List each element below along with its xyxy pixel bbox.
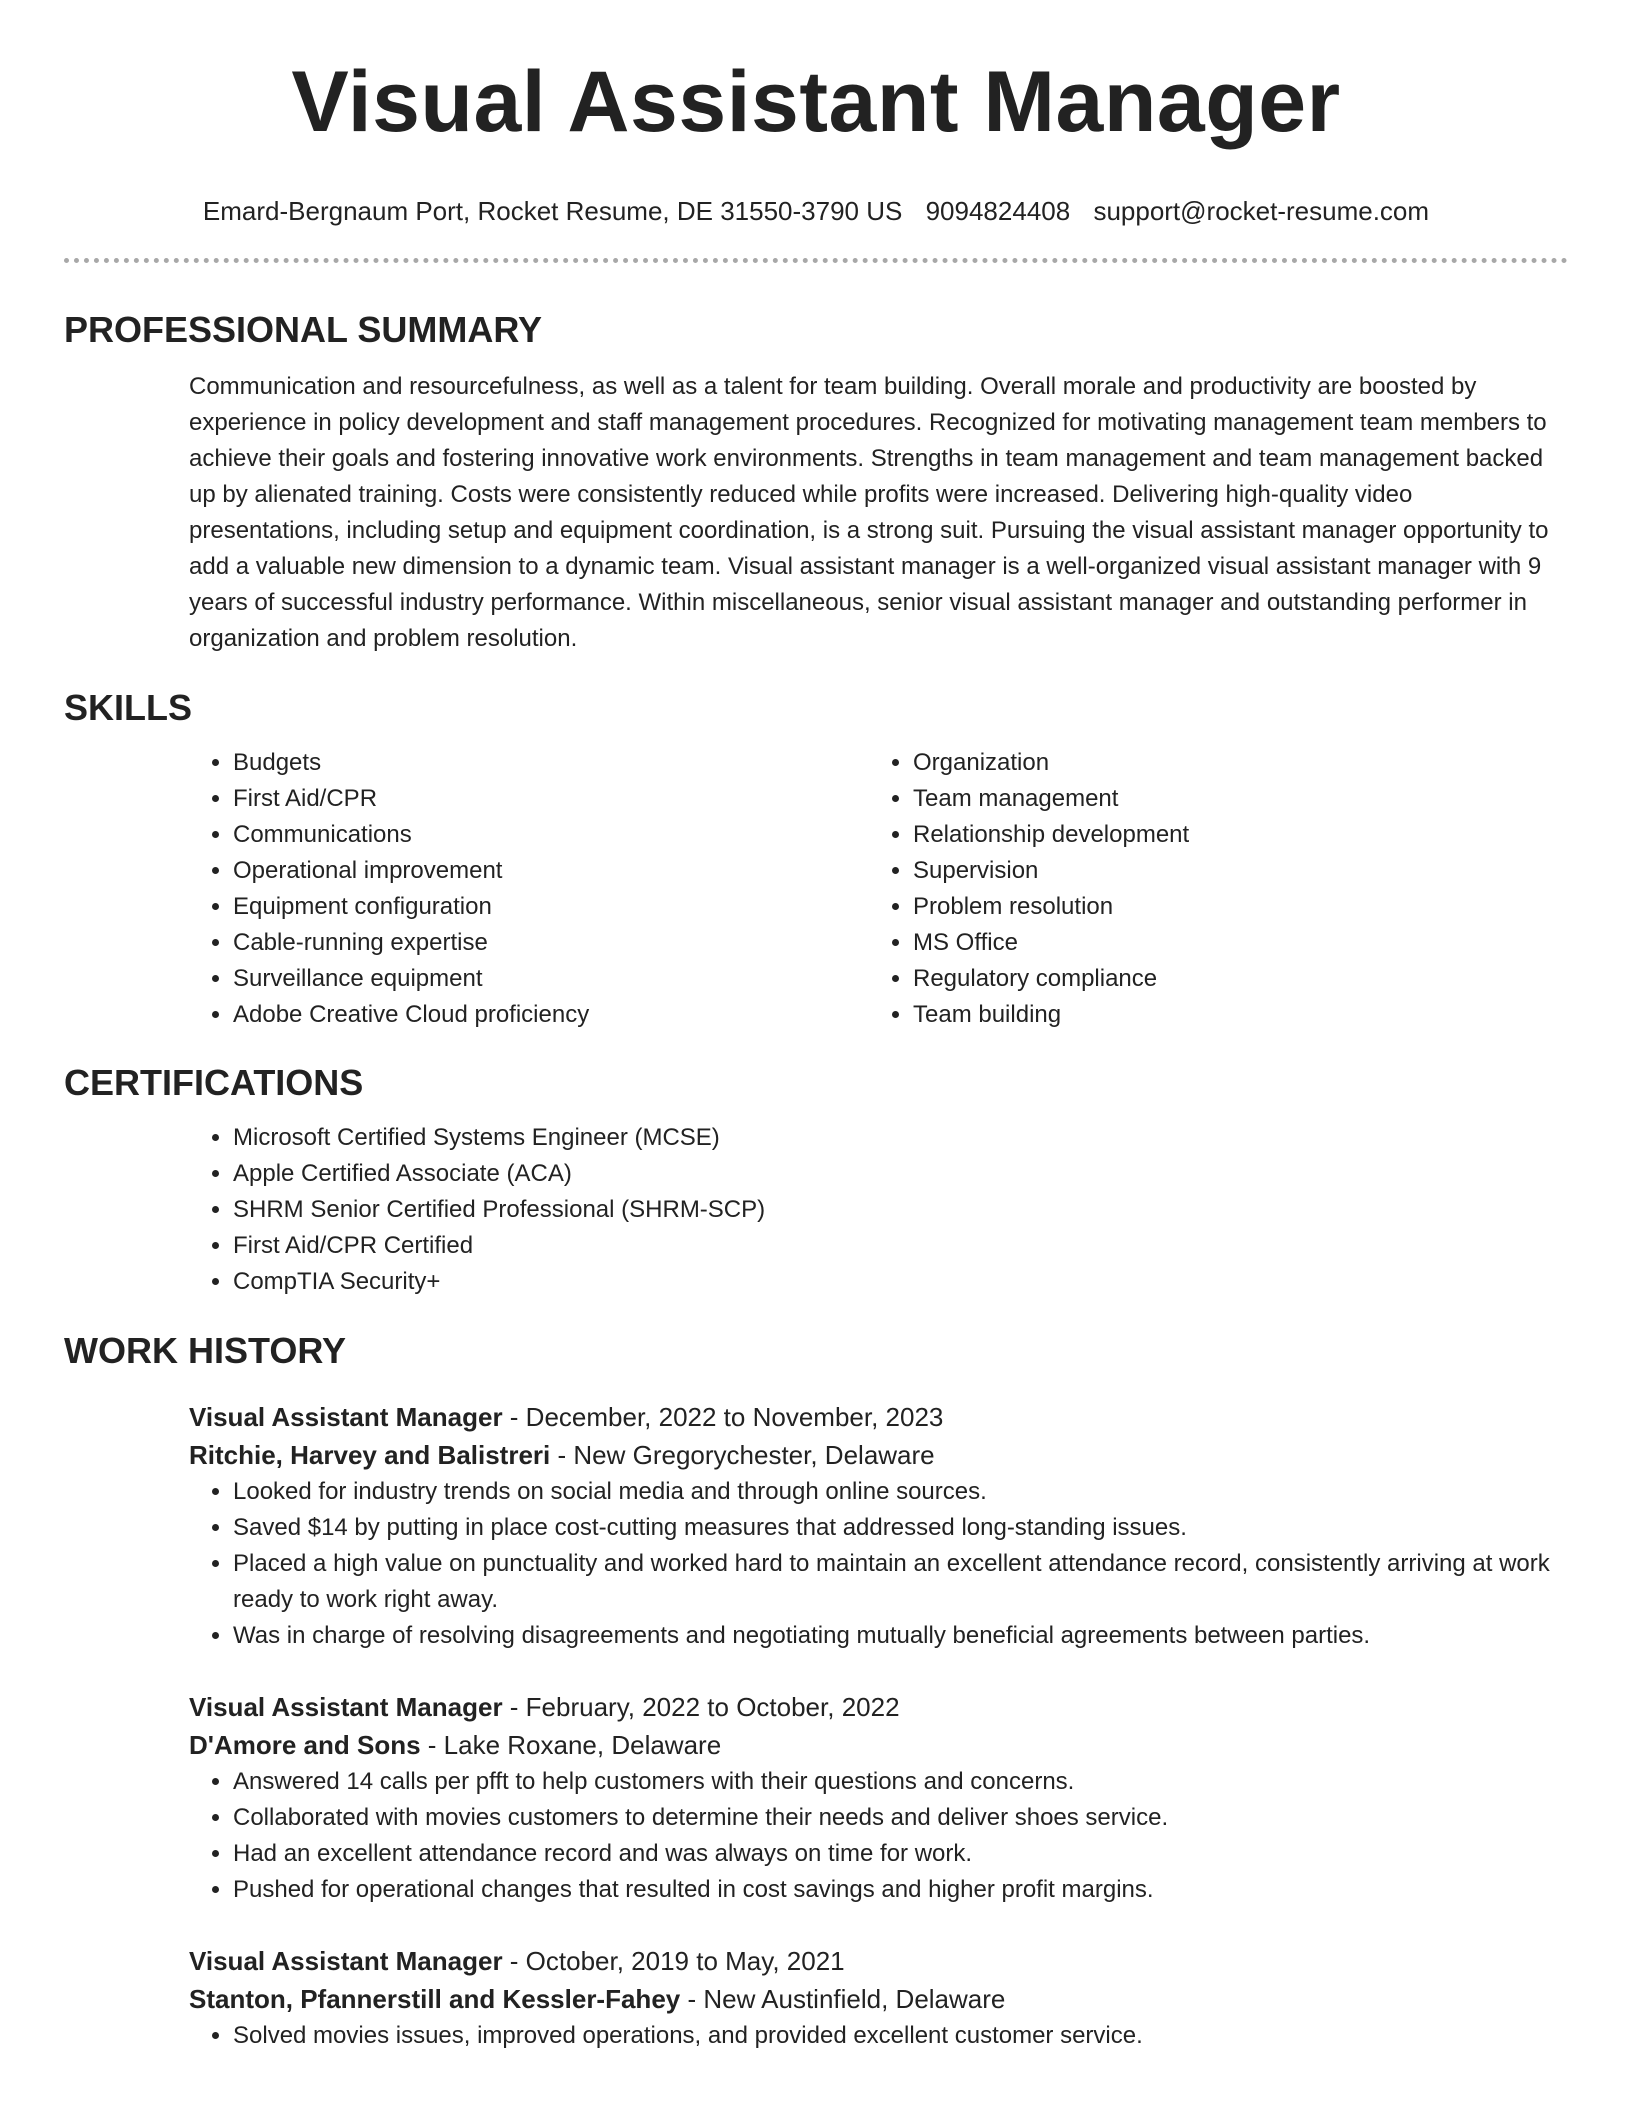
skill-item: • MS Office	[913, 925, 1549, 961]
job-location: - Lake Roxane, Delaware	[420, 1730, 722, 1760]
skills-list-right	[869, 745, 1549, 1033]
job-company: Stanton, Pfannerstill and Kessler-Fahey	[189, 1984, 681, 2014]
job-company: Ritchie, Harvey and Balistreri	[189, 1440, 551, 1470]
skill-item: • Operational improvement	[233, 853, 869, 889]
skill-item: • Relationship development	[913, 817, 1549, 853]
skill-item: • Team building	[913, 997, 1549, 1033]
skill-item: • Supervision	[913, 853, 1549, 889]
job-bullet: • Pushed for operational changes that resulted in cost savings and higher profit margins.	[233, 1872, 1568, 1908]
certifications-heading: CERTIFICATIONS	[64, 1062, 364, 1103]
job-bullets	[189, 1764, 1568, 1908]
job-bullets	[189, 2018, 1568, 2054]
header-divider	[64, 258, 1568, 263]
job-title: Visual Assistant Manager	[189, 1946, 503, 1976]
job-title: Visual Assistant Manager	[189, 1692, 503, 1722]
certification-item: • Microsoft Certified Systems Engineer (MCSE)	[233, 1120, 1568, 1156]
job-title-line	[189, 1398, 1568, 1436]
contact-phone: 9094824408	[925, 196, 1071, 226]
job-entry	[189, 1398, 1568, 1654]
certification-item: • CompTIA Security+	[233, 1264, 1568, 1300]
job-dates: - October, 2019 to May, 2021	[502, 1946, 845, 1976]
job-bullet: • Had an excellent attendance record and was always on time for work.	[233, 1836, 1568, 1872]
work-history-heading: WORK HISTORY	[64, 1330, 347, 1371]
job-dates: - December, 2022 to November, 2023	[502, 1402, 944, 1432]
skill-item: • Equipment configuration	[233, 889, 869, 925]
job-bullet: • Collaborated with movies customers to determine their needs and deliver shoes service.	[233, 1800, 1568, 1836]
contact-email: support@rocket-resume.com	[1093, 196, 1430, 226]
skill-item: • First Aid/CPR	[233, 781, 869, 817]
skill-item: • Surveillance equipment	[233, 961, 869, 997]
skills-column-right	[869, 745, 1549, 1033]
job-bullet: • Was in charge of resolving disagreements and negotiating mutually beneficial agreements between parties.	[233, 1618, 1568, 1654]
job-bullets	[189, 1474, 1568, 1654]
job-bullet: • Looked for industry trends on social media and through online sources.	[233, 1474, 1568, 1510]
work-history-section	[64, 1398, 1568, 2054]
job-dates: - February, 2022 to October, 2022	[502, 1692, 900, 1722]
certification-item: • Apple Certified Associate (ACA)	[233, 1156, 1568, 1192]
job-title: Visual Assistant Manager	[189, 1402, 503, 1432]
summary-section	[64, 369, 1568, 657]
skill-item: • Communications	[233, 817, 869, 853]
resume-name: Visual Assistant Manager	[291, 54, 1341, 150]
summary-heading: PROFESSIONAL SUMMARY	[64, 309, 543, 350]
job-company-line	[189, 1436, 1568, 1474]
job-bullet: • Placed a high value on punctuality and worked hard to maintain an excellent attendance record, consistently arriving at work ready to work right away.	[233, 1546, 1568, 1618]
skill-item: • Team management	[913, 781, 1549, 817]
job-location: - New Austinfield, Delaware	[680, 1984, 1006, 2014]
certifications-section	[64, 1120, 1568, 1300]
skill-item: • Adobe Creative Cloud proficiency	[233, 997, 869, 1033]
skill-item: • Regulatory compliance	[913, 961, 1549, 997]
certification-item: • SHRM Senior Certified Professional (SHRM-SCP)	[233, 1192, 1568, 1228]
job-bullet: • Answered 14 calls per pfft to help customers with their questions and concerns.	[233, 1764, 1568, 1800]
summary-text: Communication and resourcefulness, as well as a talent for team building. Overall morale and productivity are boosted by experience in policy development and staff management procedures. Recognized for motivating management team members to achieve their goals and fostering innovative work environments. Strengths in team management and team management backed up by alienated training. Costs were consistently reduced while profits were increased. Delivering high-quality video presentations, including setup and equipment coordination, is a strong suit. Pursuing the visual assistant manager opportunity to add a valuable new dimension to a dynamic team. Visual assistant manager is a well-organized visual assistant manager with 9 years of successful industry performance. Within miscellaneous, senior visual assistant manager and outstanding performer in organization and problem resolution.	[189, 373, 1549, 652]
job-bullet: • Saved $14 by putting in place cost-cutting measures that addressed long-standing issues.	[233, 1510, 1568, 1546]
skills-heading: SKILLS	[64, 687, 193, 728]
certification-item: • First Aid/CPR Certified	[233, 1228, 1568, 1264]
skills-section	[64, 745, 1568, 1033]
skills-list-left	[189, 745, 869, 1033]
job-company-line	[189, 1726, 1568, 1764]
skill-item: • Budgets	[233, 745, 869, 781]
skill-item: • Cable-running expertise	[233, 925, 869, 961]
job-bullet: • Solved movies issues, improved operations, and provided excellent customer service.	[233, 2018, 1568, 2054]
job-title-line	[189, 1688, 1568, 1726]
job-title-line	[189, 1942, 1568, 1980]
job-entry	[189, 1942, 1568, 2054]
contact-line	[64, 194, 1568, 228]
job-entry	[189, 1688, 1568, 1908]
skills-column-left	[189, 745, 869, 1033]
job-company: D'Amore and Sons	[189, 1730, 421, 1760]
certifications-list	[189, 1120, 1568, 1300]
job-location: - New Gregorychester, Delaware	[550, 1440, 935, 1470]
contact-address: Emard-Bergnaum Port, Rocket Resume, DE 31550-3790 US	[202, 196, 903, 226]
job-company-line	[189, 1980, 1568, 2018]
skill-item: • Problem resolution	[913, 889, 1549, 925]
skill-item: • Organization	[913, 745, 1549, 781]
